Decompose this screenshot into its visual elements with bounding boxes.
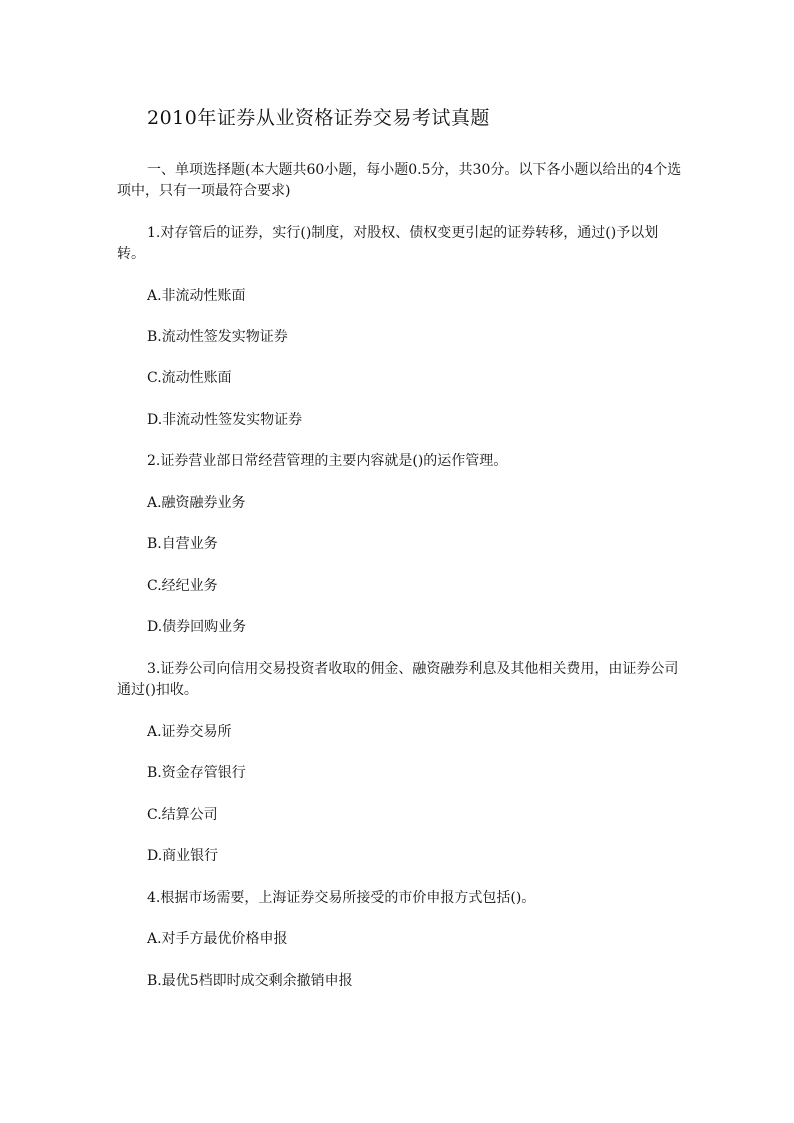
question-4-stem: 4.根据市场需要，上海证券交易所接受的市价申报方式包括()。 (147, 890, 536, 906)
question-1-option-b: B.流动性签发实物证券 (147, 329, 288, 345)
question-4-option-b: B.最优5档即时成交剩余撤销申报 (147, 973, 353, 989)
question-1-option-d: D.非流动性签发实物证券 (147, 412, 303, 428)
question-3-option-b: B.资金存管银行 (147, 765, 246, 781)
question-2-option-b: B.自营业务 (147, 536, 218, 552)
question-3-option-c: C.结算公司 (147, 807, 218, 823)
question-2-option-c: C.经纪业务 (147, 578, 218, 594)
document-title: 2010年证券从业资格证券交易考试真题 (147, 107, 490, 129)
question-1-stem: 1.对存管后的证券，实行()制度，对股权、债权变更引起的证券转移，通过()予以划转。 (117, 225, 659, 262)
question-2-stem: 2.证券营业部日常经营管理的主要内容就是()的运作管理。 (147, 453, 508, 469)
question-1-option-c: C.流动性账面 (147, 370, 232, 386)
question-3-option-d: D.商业银行 (147, 848, 219, 864)
question-1-option-a: A.非流动性账面 (147, 288, 246, 304)
question-3-stem: 3.证券公司向信用交易投资者收取的佣金、融资融券利息及其他相关费用，由证券公司通过()扣收。 (117, 661, 679, 698)
question-2-option-d: D.债券回购业务 (147, 619, 247, 635)
question-4-option-a: A.对手方最优价格申报 (147, 931, 288, 947)
section-heading: 一、单项选择题(本大题共60小题，每小题0.5分，共30分。以下各小题以给出的4个选项中，只有一项最符合要求) (117, 162, 682, 199)
question-2-option-a: A.融资融券业务 (147, 495, 246, 511)
question-3-option-a: A.证券交易所 (147, 724, 232, 740)
